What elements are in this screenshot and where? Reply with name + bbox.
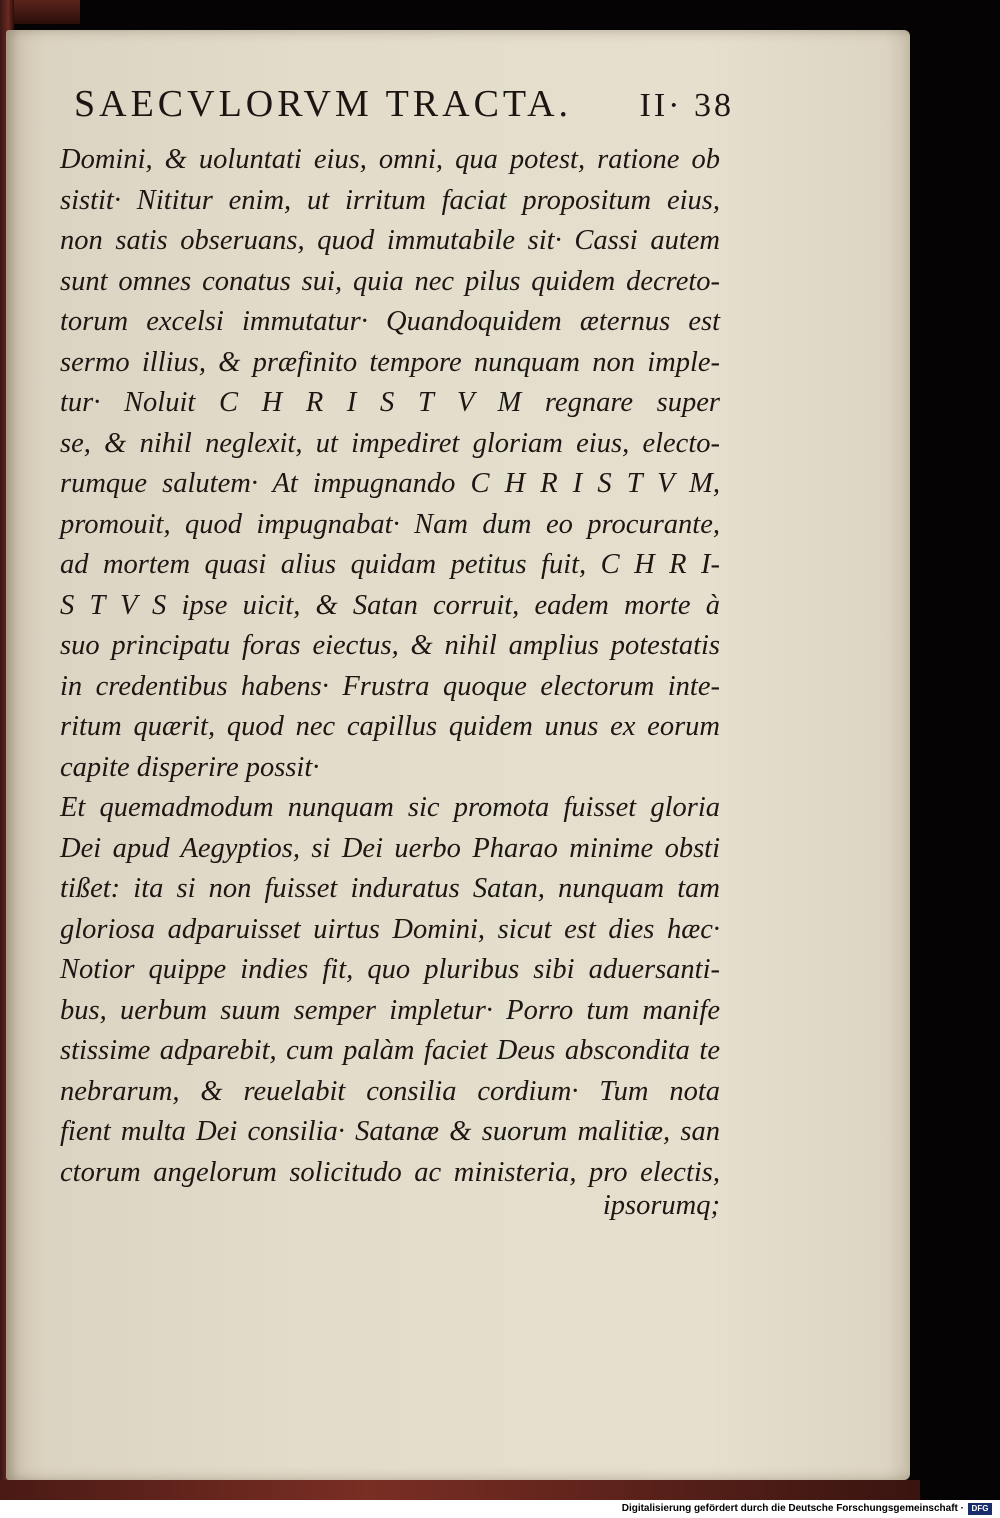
text-line: Notior quippe indies fit, quo pluribus sibi aduersanti-: [60, 954, 720, 985]
text-line: tur· Noluit C H R I S T V M regnare super: [60, 387, 720, 418]
digitization-credit: Digitalisierung gefördert durch die Deutsche Forschungsgemeinschaft ·: [621, 1503, 964, 1514]
text-line: ritum quærit, quod nec capillus quidem unus ex eorum: [60, 711, 720, 742]
text-line: gloriosa adparuisset uirtus Domini, sicut est dies hæc·: [60, 913, 720, 945]
text-line: torum excelsi immutatur· Quandoquidem æternus est: [60, 306, 720, 337]
text-line: sermo illius, & præfinito tempore nunquam non imple-: [60, 346, 720, 378]
text-line: Et quemadmodum nunquam sic promota fuisset gloria: [60, 792, 720, 823]
text-line: bus, uerbum suum semper impletur· Porro tum manife: [60, 994, 720, 1026]
dfg-logo: DFG: [968, 1503, 992, 1515]
text-line: ad mortem quasi alius quidam petitus fuit, C H R I-: [60, 549, 720, 580]
running-head: SAECVLORVM TRACTA.: [74, 83, 573, 125]
text-line: in credentibus habens· Frustra quoque electorum inte-: [60, 670, 720, 702]
leaf-number: II· 38: [639, 87, 734, 124]
text-line: sistit· Nititur enim, ut irritum faciat propositum eius,: [60, 184, 720, 216]
text-line: Dei apud Aegyptios, si Dei uerbo Pharao minime obsti: [60, 832, 720, 864]
text-line: capite disperire possit·: [60, 751, 320, 783]
text-line: sunt omnes conatus sui, quia nec pilus quidem decreto-: [60, 265, 720, 297]
text-line: nebrarum, & reuelabit consilia cordium· Tum nota: [60, 1075, 720, 1107]
text-line: suo principatu foras eiectus, & nihil amplius potestatis: [60, 630, 720, 661]
text-line: Domini, & uoluntati eius, omni, qua potest, ratione ob: [60, 144, 720, 175]
text-line: promouit, quod impugnabat· Nam dum eo procurante,: [60, 508, 720, 540]
text-line: S T V S ipse uicit, & Satan corruit, eadem morte à: [60, 589, 720, 621]
text-block: [60, 140, 720, 1193]
text-line: fient multa Dei consilia· Satanæ & suorum malitiæ, san: [60, 1116, 720, 1147]
text-line: non satis obseruans, quod immutabile sit· Cassi autem: [60, 225, 720, 256]
page-header: [74, 82, 734, 126]
text-line: se, & nihil neglexit, ut impediret gloriam eius, electo-: [60, 427, 720, 459]
text-line: tißet: ita si non fuisset induratus Satan, nunquam tam: [60, 873, 720, 904]
text-line: stissime adparebit, cum palàm faciet Deus abscondita te: [60, 1035, 720, 1066]
text-line: ctorum angelorum solicitudo ac ministeria, pro electis,: [60, 1156, 720, 1188]
catchword: ipsorumq;: [602, 1190, 720, 1221]
book-cover-bottom: [0, 1480, 920, 1500]
text-line: rumque salutem· At impugnando C H R I S T V M,: [60, 468, 720, 499]
